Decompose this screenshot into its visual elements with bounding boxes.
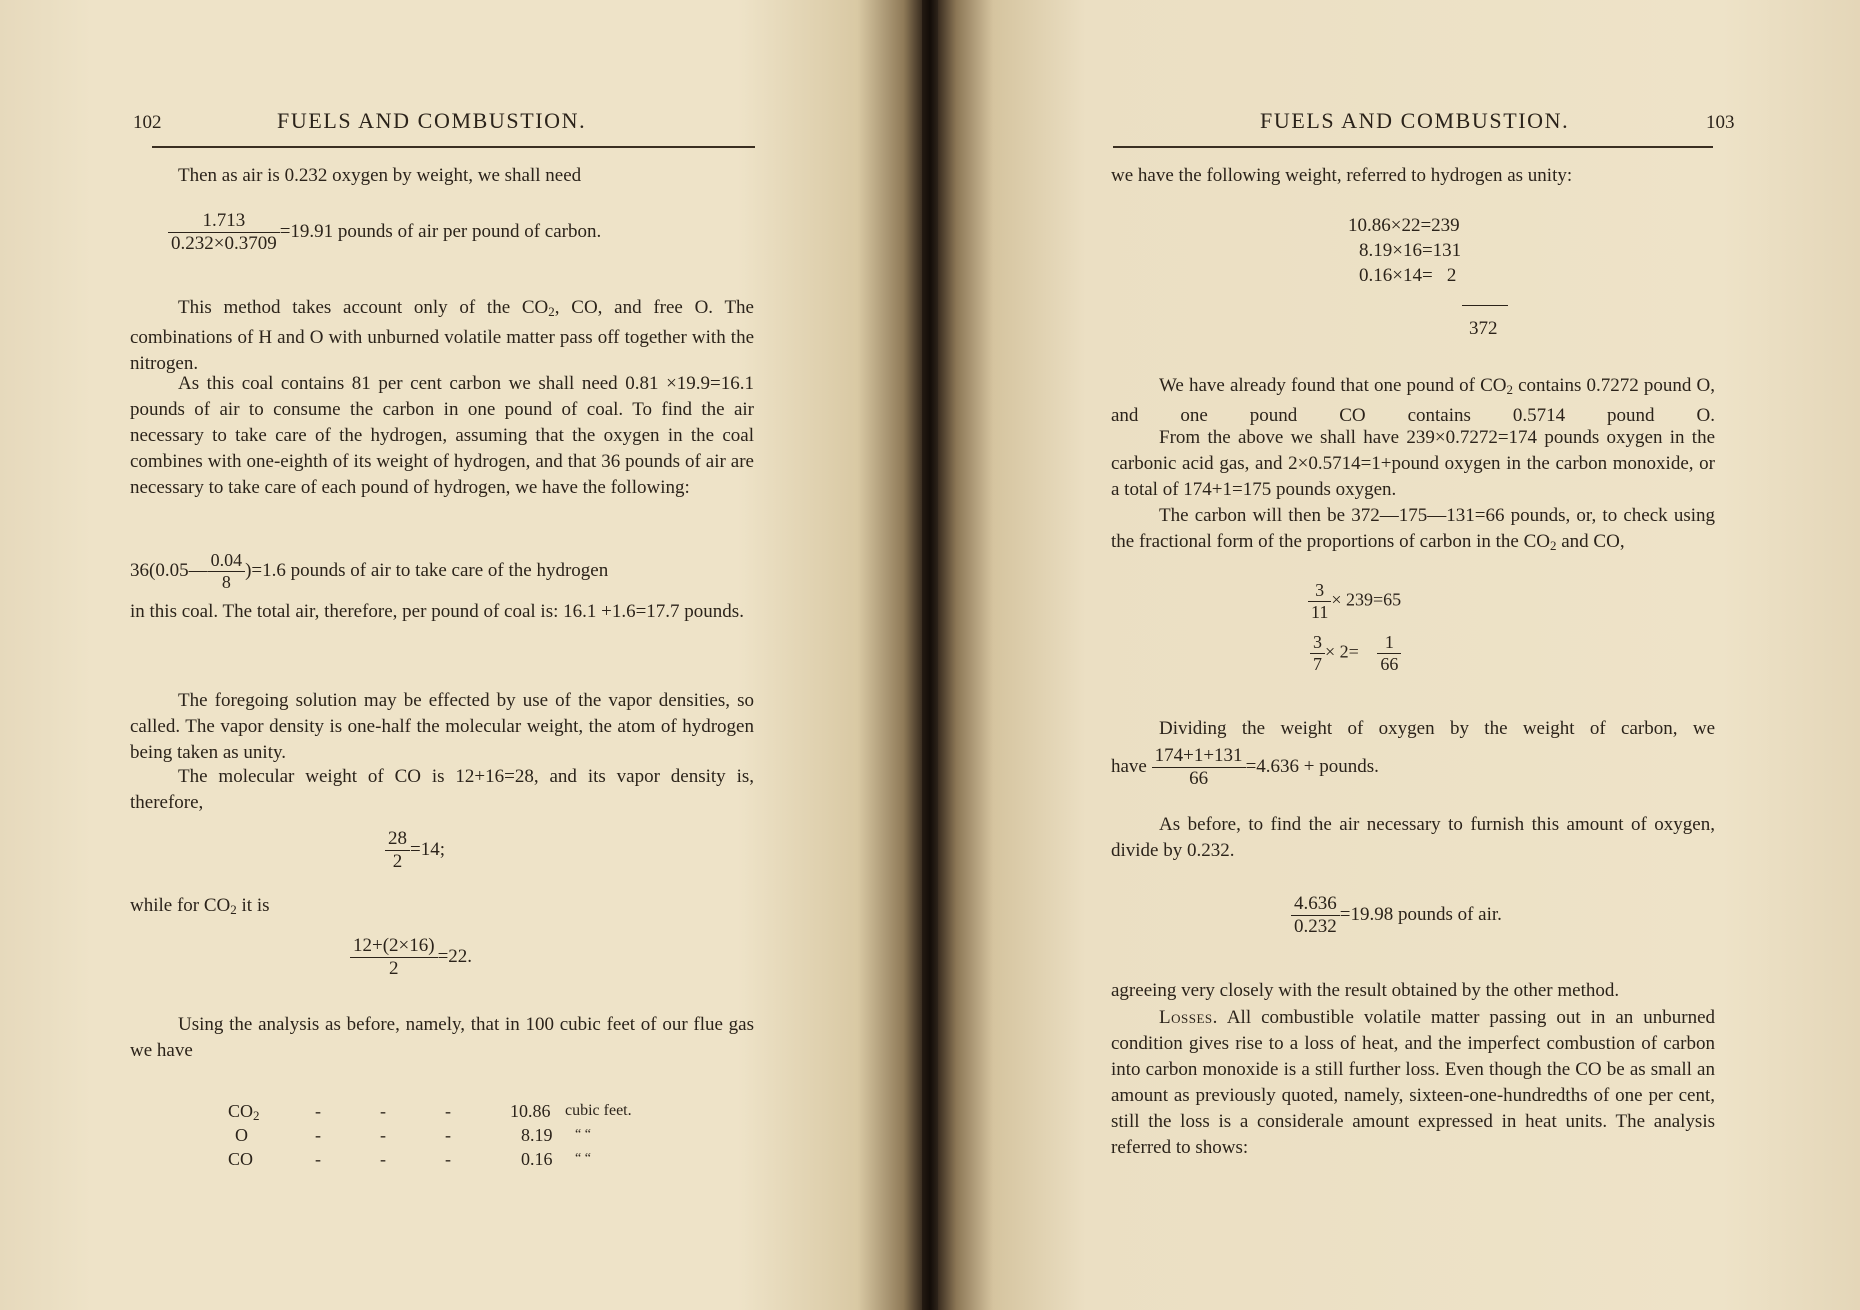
weight-total: 372 bbox=[1469, 318, 1498, 339]
gas-unit: cubic feet. bbox=[565, 1102, 632, 1119]
leader-dash: - bbox=[445, 1101, 451, 1121]
equation-suffix: )=1.6 pounds of air to take care of the hydrogen bbox=[245, 559, 609, 581]
equation-result: =19.98 pounds of air. bbox=[1339, 903, 1502, 925]
fraction-numerator: 3 bbox=[1310, 632, 1325, 654]
gas-value: 8.19 bbox=[521, 1125, 553, 1145]
equation-numerator: 174+1+131 bbox=[1152, 745, 1246, 768]
losses-text: All combustible volatile matter passing out in an unburned condition gives rise to a loss of heat, and the imperfect combustion of carbon into carbon monoxide is a still further loss. Even though the CO be as small an amount as previously quoted, namely, sixteen-one-hundredths of one per cent, still the loss is a considerale amount expressed in heat units. The analysis referred to shows: bbox=[1111, 1007, 1716, 1158]
header-rule bbox=[152, 146, 755, 148]
weight-row: 8.19×16=131 bbox=[1359, 240, 1462, 261]
gas-value: 10.86 bbox=[510, 1101, 551, 1121]
page-number: 103 bbox=[1706, 112, 1735, 133]
equation-denominator: 2 bbox=[389, 958, 399, 979]
leader-dash: - bbox=[445, 1149, 451, 1169]
fraction-co2-carbon bbox=[1308, 580, 1401, 623]
leader-dash: - bbox=[380, 1149, 386, 1169]
agreement-line: agreeing very closely with the result obtained by the other method. bbox=[1111, 980, 1620, 1001]
equation-numerator: 1.713 bbox=[168, 210, 280, 233]
co2-line: while for $CO_2$ it is bbox=[130, 895, 270, 917]
header-rule bbox=[1113, 146, 1713, 148]
equation-denominator: 66 bbox=[1189, 768, 1209, 789]
equation-result: =14; bbox=[410, 838, 445, 860]
equation-numerator: 0.04 bbox=[208, 550, 246, 572]
equation-result: =4.636 + pounds. bbox=[1245, 755, 1379, 777]
fraction-denominator: 7 bbox=[1313, 654, 1322, 674]
paragraph-carbon-check: The carbon will then be 372—175—131=66 pounds, or, to check using the fractional form of the proportions of carbon in the $CO_2$ and CO, bbox=[1111, 505, 1715, 553]
leader-dash: - bbox=[315, 1149, 321, 1169]
paragraph-coal-carbon: As this coal contains 81 per cent carbon we shall need 0.81 ×19.9=16.1 pounds of air to consume the carbon in one pound of coal. To find the air necessary to take care of the hydrogen, assuming that the oxygen in the coal combines with one-eighth of its weight of hydrogen, and that 36 pounds of air are necessary to take care of each pound of hydrogen, we have the following: bbox=[130, 373, 754, 498]
carbon-partial: 1 bbox=[1377, 632, 1401, 654]
gas-value: 0.16 bbox=[521, 1149, 553, 1169]
paragraph-losses bbox=[1111, 1005, 1715, 1161]
equation-result: =19.91 pounds of air per pound of carbon. bbox=[279, 220, 602, 242]
right-running-head bbox=[938, 108, 1860, 148]
leader-dash: - bbox=[380, 1101, 386, 1121]
equation-denominator: 8 bbox=[221, 572, 231, 592]
equation-co-density bbox=[385, 828, 445, 873]
losses-heading: Losses. bbox=[1159, 1007, 1218, 1028]
equation-numerator: 12+(2×16) bbox=[350, 935, 438, 958]
fraction-result: × 239=65 bbox=[1331, 589, 1402, 610]
gas-name: O bbox=[235, 1125, 248, 1145]
paragraph-analysis: Using the analysis as before, namely, that in 100 cubic feet of our flue gas we have bbox=[130, 1014, 754, 1061]
equation-co2-density bbox=[350, 935, 472, 980]
fraction-denominator: 11 bbox=[1311, 602, 1329, 622]
left-running-head bbox=[0, 108, 922, 148]
gas-name: $CO_2$ bbox=[228, 1101, 260, 1123]
paragraph-total-air: in this coal. The total air, therefore, per pound of coal is: 16.1 +1.6=17.7 pounds. bbox=[130, 601, 744, 622]
equation-air-result bbox=[1291, 893, 1502, 938]
equation-denominator: 2 bbox=[392, 851, 403, 872]
paragraph-as-before: As before, to find the air necessary to furnish this amount of oxygen, divide by 0.232. bbox=[1111, 814, 1715, 861]
gas-name: CO bbox=[228, 1149, 254, 1169]
equation-numerator: 28 bbox=[385, 828, 410, 851]
running-title: FUELS AND COMBUSTION. bbox=[1260, 108, 1570, 133]
running-title: FUELS AND COMBUSTION. bbox=[277, 108, 587, 133]
equation-numerator: 4.636 bbox=[1291, 893, 1340, 916]
equation-prefix: have bbox=[1111, 755, 1147, 777]
equation-denominator: 0.232×0.3709 bbox=[171, 233, 277, 254]
paragraph-vapor-densities: The foregoing solution may be effected by use of the vapor densities, so called. The vapor density is one-half the molecular weight, the atom of hydrogen being taken as unity. bbox=[130, 690, 754, 763]
fraction-co-carbon bbox=[1310, 632, 1401, 675]
paragraph-molecular-weight: The molecular weight of CO is 12+16=28, and its vapor density is, therefore, bbox=[130, 766, 754, 813]
sum-line bbox=[1462, 305, 1508, 306]
gas-unit: “ “ bbox=[575, 1151, 591, 1166]
gas-unit: “ “ bbox=[575, 1127, 591, 1142]
carbon-total: 66 bbox=[1380, 654, 1399, 674]
weight-row: 10.86×22=239 bbox=[1348, 215, 1460, 236]
paragraph-method: This method takes account only of the $CO_2$, CO, and free O. The combinations of H and O with unburned volatile matter pass off together with the nitrogen. bbox=[130, 297, 754, 374]
leader-dash: - bbox=[445, 1125, 451, 1145]
equation-ratio bbox=[1111, 745, 1379, 790]
equation-denominator: 0.232 bbox=[1294, 916, 1337, 937]
paragraph-dividing: Dividing the weight of oxygen by the weight of carbon, we bbox=[1159, 718, 1715, 739]
equation-air-per-carbon bbox=[168, 210, 601, 255]
right-page bbox=[938, 0, 1860, 1310]
page-number: 102 bbox=[133, 112, 162, 133]
left-page bbox=[0, 0, 922, 1310]
equation-result: =22. bbox=[437, 945, 473, 967]
intro-line: we have the following weight, referred to hydrogen as unity: bbox=[1111, 165, 1573, 186]
fraction-numerator: 3 bbox=[1308, 580, 1331, 602]
leader-dash: - bbox=[315, 1101, 321, 1121]
leader-dash: - bbox=[315, 1125, 321, 1145]
paragraph-oxygen-total: From the above we shall have 239×0.7272=174 pounds oxygen in the carbonic acid gas, and 2×0.5714=1+pound oxygen in the carbon monoxide, or a total of 174+1=175 pounds oxygen. bbox=[1111, 427, 1715, 500]
weight-row: 0.16×14= 2 bbox=[1359, 265, 1457, 286]
paragraph-co2-oxygen: We have already found that one pound of $CO_2$ contains 0.7272 pound O, and one pound CO contains 0.5714 pound O. bbox=[1111, 375, 1715, 426]
intro-line: Then as air is 0.232 oxygen by weight, we shall need bbox=[178, 165, 582, 186]
fraction-result: × 2= bbox=[1325, 641, 1359, 662]
equation-prefix: 36(0.05— bbox=[130, 559, 208, 581]
leader-dash: - bbox=[380, 1125, 386, 1145]
book-gutter bbox=[922, 0, 938, 1310]
equation-hydrogen bbox=[130, 550, 608, 593]
